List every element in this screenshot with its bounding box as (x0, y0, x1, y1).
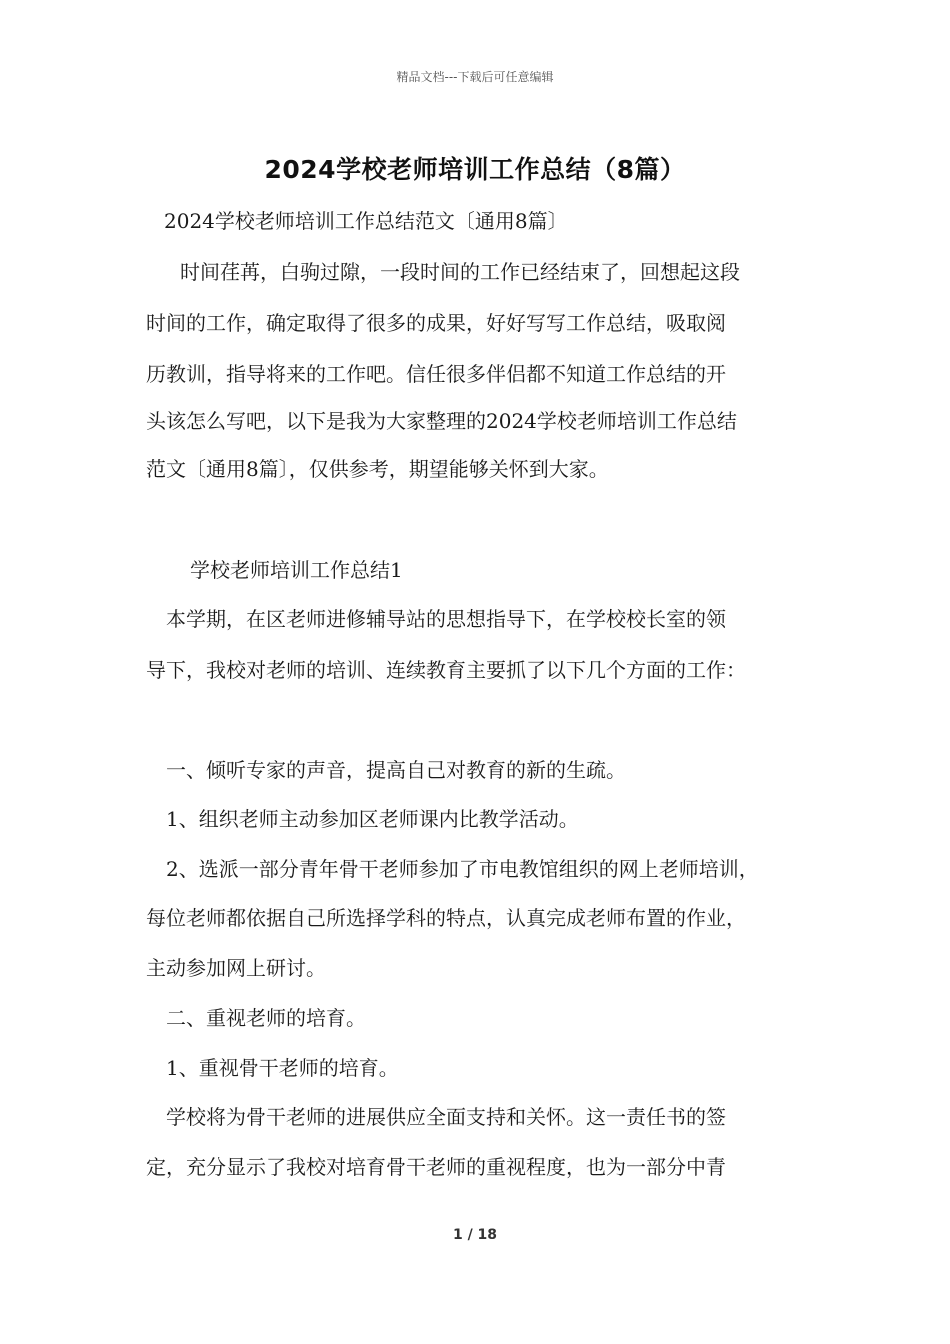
list-item: 2、选派一部分青年骨干老师参加了市电教馆组织的网上老师培训， (166, 857, 759, 881)
paragraph-line: 历教训，指导将来的工作吧。信任很多伴侣都不知道工作总结的开 (146, 362, 726, 386)
paragraph-line: 主动参加网上研讨。 (146, 956, 326, 980)
header-note: 精品文档---下载后可任意编辑 (396, 70, 554, 84)
paragraph-line: 导下，我校对老师的培训、连续教育主要抓了以下几个方面的工作： (146, 658, 746, 682)
page-number: 1 / 18 (452, 1227, 498, 1243)
subtitle-line: 2024学校老师培训工作总结范文〔通用8篇〕 (164, 209, 568, 233)
paragraph-line: 时间荏苒，白驹过隙，一段时间的工作已经结束了，回想起这段 (180, 260, 740, 284)
list-item: 1、重视骨干老师的培育。 (166, 1056, 399, 1080)
paragraph-line: 学校将为骨干老师的进展供应全面支持和关怀。这一责任书的签 (166, 1105, 726, 1129)
paragraph-line: 定，充分显示了我校对培育骨干老师的重视程度，也为一部分中青 (146, 1155, 726, 1179)
paragraph-line: 时间的工作，确定取得了很多的成果，好好写写工作总结，吸取阅 (146, 311, 726, 335)
paragraph-line: 本学期，在区老师进修辅导站的思想指导下，在学校校长室的领 (166, 607, 726, 631)
document-title: 2024学校老师培训工作总结（8篇） (264, 155, 686, 184)
paragraph-line: 头该怎么写吧，以下是我为大家整理的2024学校老师培训工作总结 (146, 409, 737, 433)
paragraph-line: 每位老师都依据自己所选择学科的特点，认真完成老师布置的作业， (146, 906, 746, 930)
list-heading: 一、倾听专家的声音，提高自己对教育的新的生疏。 (166, 758, 626, 782)
list-item: 1、组织老师主动参加区老师课内比教学活动。 (166, 807, 579, 831)
list-heading: 二、重视老师的培育。 (166, 1006, 366, 1030)
section-heading: 学校老师培训工作总结1 (190, 558, 403, 582)
paragraph-line: 范文〔通用8篇〕，仅供参考，期望能够关怀到大家。 (146, 457, 609, 481)
